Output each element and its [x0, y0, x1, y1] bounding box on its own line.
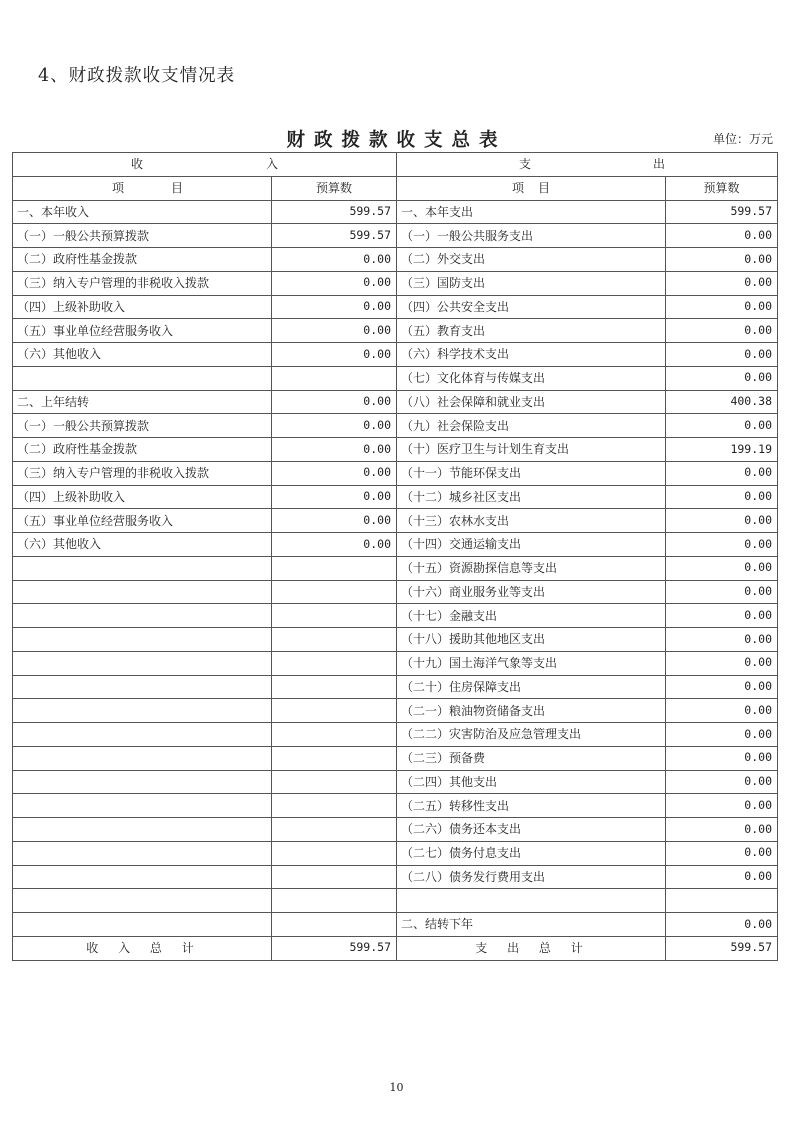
expense-item-value: 0.00 — [666, 461, 778, 485]
expense-item-value — [666, 889, 778, 913]
income-total-label: 收 入 总 计 — [13, 936, 272, 960]
table-row — [13, 319, 778, 343]
income-item-label: （三）纳入专户管理的非税收入拨款 — [13, 461, 272, 485]
income-item-label — [13, 556, 272, 580]
expense-item-label: （十二）城乡社区支出 — [397, 485, 666, 509]
expense-item-label: （二）外交支出 — [397, 248, 666, 272]
table-row — [13, 461, 778, 485]
expense-item-label: （十）医疗卫生与计划生育支出 — [397, 438, 666, 462]
expense-total-value: 599.57 — [666, 936, 778, 960]
income-item-label — [13, 889, 272, 913]
expense-item-value: 0.00 — [666, 794, 778, 818]
income-header — [13, 153, 397, 177]
income-item-value — [272, 604, 397, 628]
expense-item-value: 0.00 — [666, 295, 778, 319]
income-item-label — [13, 794, 272, 818]
income-item-value — [272, 580, 397, 604]
income-item-label — [13, 651, 272, 675]
expense-item-label: （三）国防支出 — [397, 271, 666, 295]
income-item-label — [13, 366, 272, 390]
table-row — [13, 699, 778, 723]
income-item-value: 599.57 — [272, 200, 397, 224]
income-item-value: 0.00 — [272, 414, 397, 438]
income-item-value — [272, 794, 397, 818]
expense-item-header-left: 项 — [511, 181, 524, 196]
expense-item-value: 0.00 — [666, 770, 778, 794]
income-item-label: （二）政府性基金拨款 — [13, 438, 272, 462]
expense-item-label: （十八）援助其他地区支出 — [397, 628, 666, 652]
expense-item-value: 0.00 — [666, 818, 778, 842]
income-item-header-right: 目 — [170, 181, 183, 196]
income-item-value — [272, 818, 397, 842]
table-row — [13, 628, 778, 652]
income-item-value: 0.00 — [272, 509, 397, 533]
income-item-value — [272, 675, 397, 699]
table-row — [13, 390, 778, 414]
expense-item-value: 0.00 — [666, 485, 778, 509]
expense-item-value: 0.00 — [666, 675, 778, 699]
expense-item-label: （二八）债务发行费用支出 — [397, 865, 666, 889]
income-header-left: 收 — [131, 157, 144, 172]
table-row — [13, 414, 778, 438]
expense-item-label: 一、本年支出 — [397, 200, 666, 224]
income-item-value: 599.57 — [272, 224, 397, 248]
income-item-value: 0.00 — [272, 485, 397, 509]
income-budget-header: 预算数 — [272, 176, 397, 200]
expense-item-label: （二五）转移性支出 — [397, 794, 666, 818]
expense-item-value: 0.00 — [666, 580, 778, 604]
income-item-label: （五）事业单位经营服务收入 — [13, 319, 272, 343]
expense-item-label: （二六）债务还本支出 — [397, 818, 666, 842]
income-item-value: 0.00 — [272, 438, 397, 462]
expense-item-label: 二、结转下年 — [397, 913, 666, 937]
table-row — [13, 841, 778, 865]
expense-item-label: （二七）债务付息支出 — [397, 841, 666, 865]
expense-item-label: （二四）其他支出 — [397, 770, 666, 794]
page-number: 10 — [389, 1081, 404, 1094]
expense-item-value: 0.00 — [666, 841, 778, 865]
expense-item-value: 0.00 — [666, 248, 778, 272]
table-row — [13, 794, 778, 818]
expense-item-header-right: 目 — [538, 181, 551, 196]
expense-item-value: 0.00 — [666, 319, 778, 343]
table-row — [13, 248, 778, 272]
table-row — [13, 343, 778, 367]
expense-item-header — [397, 176, 666, 200]
expense-item-value: 0.00 — [666, 628, 778, 652]
income-item-value: 0.00 — [272, 461, 397, 485]
expense-header-right: 出 — [652, 157, 665, 172]
budget-table — [12, 152, 778, 961]
income-header-right: 入 — [265, 157, 278, 172]
table-row — [13, 818, 778, 842]
expense-item-label — [397, 889, 666, 913]
table-row — [13, 533, 778, 557]
expense-item-label: （九）社会保险支出 — [397, 414, 666, 438]
income-item-label: （六）其他收入 — [13, 533, 272, 557]
income-item-value — [272, 651, 397, 675]
expense-item-label: （十七）金融支出 — [397, 604, 666, 628]
income-item-value: 0.00 — [272, 248, 397, 272]
expense-budget-header: 预算数 — [666, 176, 778, 200]
table-row — [13, 604, 778, 628]
income-item-label — [13, 818, 272, 842]
table-row — [13, 485, 778, 509]
table-row — [13, 556, 778, 580]
expense-item-value: 0.00 — [666, 224, 778, 248]
expense-item-label: （十六）商业服务业等支出 — [397, 580, 666, 604]
expense-header-left: 支 — [519, 157, 532, 172]
section-heading: 4、财政拨款收支情况表 — [38, 66, 236, 86]
income-item-label — [13, 841, 272, 865]
income-item-label — [13, 580, 272, 604]
header-row-columns — [13, 176, 778, 200]
income-item-value: 0.00 — [272, 390, 397, 414]
expense-item-label: （五）教育支出 — [397, 319, 666, 343]
income-item-value — [272, 889, 397, 913]
unit-label: 单位：万元 — [712, 132, 773, 146]
table-row — [13, 366, 778, 390]
income-item-label — [13, 746, 272, 770]
expense-item-label: （二三）预备费 — [397, 746, 666, 770]
expense-item-value: 0.00 — [666, 271, 778, 295]
income-item-value — [272, 699, 397, 723]
expense-item-value: 0.00 — [666, 414, 778, 438]
expense-item-label: （六）科学技术支出 — [397, 343, 666, 367]
income-item-label: （一）一般公共预算拨款 — [13, 224, 272, 248]
expense-item-label: （一）一般公共服务支出 — [397, 224, 666, 248]
table-row — [13, 746, 778, 770]
expense-item-value: 0.00 — [666, 343, 778, 367]
expense-item-label: （十一）节能环保支出 — [397, 461, 666, 485]
table-row — [13, 509, 778, 533]
expense-item-value: 0.00 — [666, 556, 778, 580]
income-item-label: （一）一般公共预算拨款 — [13, 414, 272, 438]
table-title: 财政拨款收支总表 — [286, 130, 507, 151]
expense-item-value: 0.00 — [666, 651, 778, 675]
income-item-label: （六）其他收入 — [13, 343, 272, 367]
income-item-label — [13, 604, 272, 628]
expense-item-value: 0.00 — [666, 865, 778, 889]
expense-item-value: 0.00 — [666, 509, 778, 533]
expense-item-value: 0.00 — [666, 533, 778, 557]
income-item-value — [272, 628, 397, 652]
income-item-label — [13, 628, 272, 652]
income-item-value: 0.00 — [272, 343, 397, 367]
expense-item-value: 0.00 — [666, 699, 778, 723]
table-row — [13, 438, 778, 462]
expense-total-label: 支 出 总 计 — [397, 936, 666, 960]
table-row — [13, 580, 778, 604]
expense-item-label: （十三）农林水支出 — [397, 509, 666, 533]
income-item-label — [13, 675, 272, 699]
income-total-value: 599.57 — [272, 936, 397, 960]
income-item-label — [13, 699, 272, 723]
income-item-label — [13, 723, 272, 747]
income-item-value — [272, 723, 397, 747]
income-item-value: 0.00 — [272, 533, 397, 557]
income-item-label — [13, 913, 272, 937]
income-item-value — [272, 366, 397, 390]
table-row — [13, 770, 778, 794]
expense-item-label: （十九）国土海洋气象等支出 — [397, 651, 666, 675]
expense-item-label: （十五）资源勘探信息等支出 — [397, 556, 666, 580]
expense-item-value: 0.00 — [666, 723, 778, 747]
expense-item-label: （八）社会保障和就业支出 — [397, 390, 666, 414]
table-row — [13, 889, 778, 913]
expense-item-label: （十四）交通运输支出 — [397, 533, 666, 557]
expense-item-label: （二一）粮油物资储备支出 — [397, 699, 666, 723]
expense-item-value: 0.00 — [666, 746, 778, 770]
income-item-label: 一、本年收入 — [13, 200, 272, 224]
table-row — [13, 865, 778, 889]
table-row — [13, 913, 778, 937]
expense-item-label: （二二）灾害防治及应急管理支出 — [397, 723, 666, 747]
income-item-label: （二）政府性基金拨款 — [13, 248, 272, 272]
income-item-value: 0.00 — [272, 295, 397, 319]
income-item-label: （五）事业单位经营服务收入 — [13, 509, 272, 533]
expense-item-value: 0.00 — [666, 604, 778, 628]
expense-header — [397, 153, 778, 177]
table-row — [13, 675, 778, 699]
income-item-value — [272, 556, 397, 580]
income-item-label: （四）上级补助收入 — [13, 485, 272, 509]
income-item-value — [272, 770, 397, 794]
totals-row — [13, 936, 778, 960]
table-row — [13, 723, 778, 747]
income-item-label — [13, 770, 272, 794]
expense-item-value: 400.38 — [666, 390, 778, 414]
expense-item-value: 599.57 — [666, 200, 778, 224]
income-item-value — [272, 841, 397, 865]
expense-item-label: （二十）住房保障支出 — [397, 675, 666, 699]
expense-item-value: 0.00 — [666, 913, 778, 937]
table-row — [13, 200, 778, 224]
income-item-value — [272, 746, 397, 770]
income-item-value — [272, 913, 397, 937]
expense-item-value: 0.00 — [666, 366, 778, 390]
expense-item-label: （七）文化体育与传媒支出 — [397, 366, 666, 390]
income-item-label: （三）纳入专户管理的非税收入拨款 — [13, 271, 272, 295]
table-row — [13, 295, 778, 319]
income-item-value — [272, 865, 397, 889]
income-item-header — [13, 176, 272, 200]
header-row-sections — [13, 153, 778, 177]
income-item-value: 0.00 — [272, 319, 397, 343]
table-row — [13, 651, 778, 675]
income-item-label — [13, 865, 272, 889]
table-row — [13, 224, 778, 248]
table-row — [13, 271, 778, 295]
expense-item-value: 199.19 — [666, 438, 778, 462]
income-item-label: 二、上年结转 — [13, 390, 272, 414]
income-item-header-left: 项 — [112, 181, 125, 196]
expense-item-label: （四）公共安全支出 — [397, 295, 666, 319]
income-item-label: （四）上级补助收入 — [13, 295, 272, 319]
income-item-value: 0.00 — [272, 271, 397, 295]
